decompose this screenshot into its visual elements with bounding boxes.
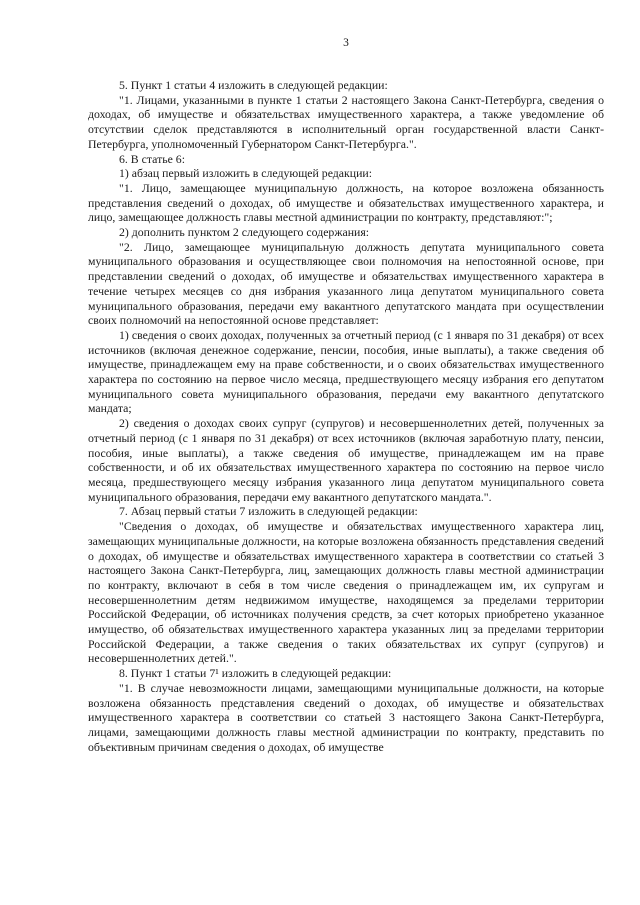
paragraph-item-6: 6. В статье 6: bbox=[119, 151, 185, 166]
paragraph-item-6-2-text: "2. Лицо, замещающее муниципальную должность депутата муниципального совета муниципального образования и осуществляющее свои полномочия на непостоянной основе, при представлении сведений о доходах, об имуществе и обязательствах имущественного характера в течение четырех месяцев со дня избрания указанного лица депутатом муниципального совета муниципального образования, передачи ему вакантного депутатского мандата при осуществлении своих полномочий на непостоянной основе представляет: bbox=[88, 239, 604, 328]
paragraph-subitem-1: 1) сведения о своих доходах, полученных за отчетный период (с 1 января по 31 декабря) от всех источников (включая денежное содержание, пенсии, пособия, иные выплаты), а также сведения об имуществе, принадлежащем ему на праве собственности, и о своих обязательствах имущественного характера по состоянию на первое число месяца, предшествующего месяцу избрания его депутатом муниципального совета муниципального образования, передачи ему вакантного депутатского мандата; bbox=[88, 327, 604, 416]
paragraph-item-8-text: "1. В случае невозможности лицами, замещающими муниципальные должности, на которые возложена обязанность представления сведений о доходах, об имуществе и обязательствах имущественного характера в соответствии со статьей 3 настоящего Закона Санкт-Петербурга, лицами, замещающими должность главы местной администрации по контракту, представить по объективным причинам сведения о доходах, об имуществе bbox=[88, 680, 604, 754]
paragraph-item-5: 5. Пункт 1 статьи 4 изложить в следующей редакции: bbox=[119, 78, 388, 92]
paragraph-item-5-text: "1. Лицами, указанными в пункте 1 статьи 2 настоящего Закона Санкт-Петербурга, сведения о доходах, об имуществе и обязательствах имущественного характера, а также уведомление об отсутствии сделок представляются в исполнительный орган государственной власти Санкт-Петербурга, уполномоченный Губернатором Санкт-Петербурга.". bbox=[88, 92, 604, 151]
paragraph-item-7-text: "Сведения о доходах, об имуществе и обязательствах имущественного характера лиц, замещающих муниципальные должности, на которые возложена обязанность представления сведений о доходах, об имуществе и обязательствах имущественного характера в соответствии со статьей 3 настоящего Закона Санкт-Петербурга, лиц, замещающих должность главы местной администрации по контракту, включают в себя в том числе сведения о принадлежащем им, их супругам и несовершеннолетним детям недвижимом имуществе, находящемся за пределами территории Российской Федерации, об источниках получения средств, за счет которых приобретено указанное имущество, об обязательствах имущественного характера указанных лиц за пределами территории Российской Федерации, а также сведения о таких обязательствах их супруг (супругов) и несовершеннолетних детей.". bbox=[88, 519, 604, 666]
paragraph-item-6-2: 2) дополнить пунктом 2 следующего содержания: bbox=[119, 225, 370, 240]
page-number: 3 bbox=[343, 37, 349, 49]
paragraph-item-7: 7. Абзац первый статьи 7 изложить в следующей редакции: bbox=[119, 504, 418, 519]
paragraph-item-8: 8. Пункт 1 статьи 7¹ изложить в следующей редакции: bbox=[119, 666, 392, 681]
paragraph-subitem-2: 2) сведения о доходах своих супруг (супругов) и несовершеннолетних детей, полученных за отчетный период (с 1 января по 31 декабря) от всех источников (включая заработную плату, пенсии, пособия, иные выплаты), а также сведения об имуществе, принадлежащем им на праве собственности, и об их обязательствах имущественного характера по состоянию на первое число месяца, предшествующего месяцу избрания указанного лица депутатом муниципального совета муниципального образования, передачи ему вакантного депутатского мандата.". bbox=[88, 416, 604, 504]
paragraph-item-6-1: 1) абзац первый изложить в следующей редакции: bbox=[119, 166, 372, 181]
paragraph-item-6-1-text: "1. Лицо, замещающее муниципальную должность, на которое возложена обязанность представления сведений о доходах, об имуществе и обязательствах имущественного характера, и лицо, замещающее должность главы местной администрации по контракту, представляют:"; bbox=[88, 180, 604, 225]
document-body bbox=[88, 78, 604, 754]
